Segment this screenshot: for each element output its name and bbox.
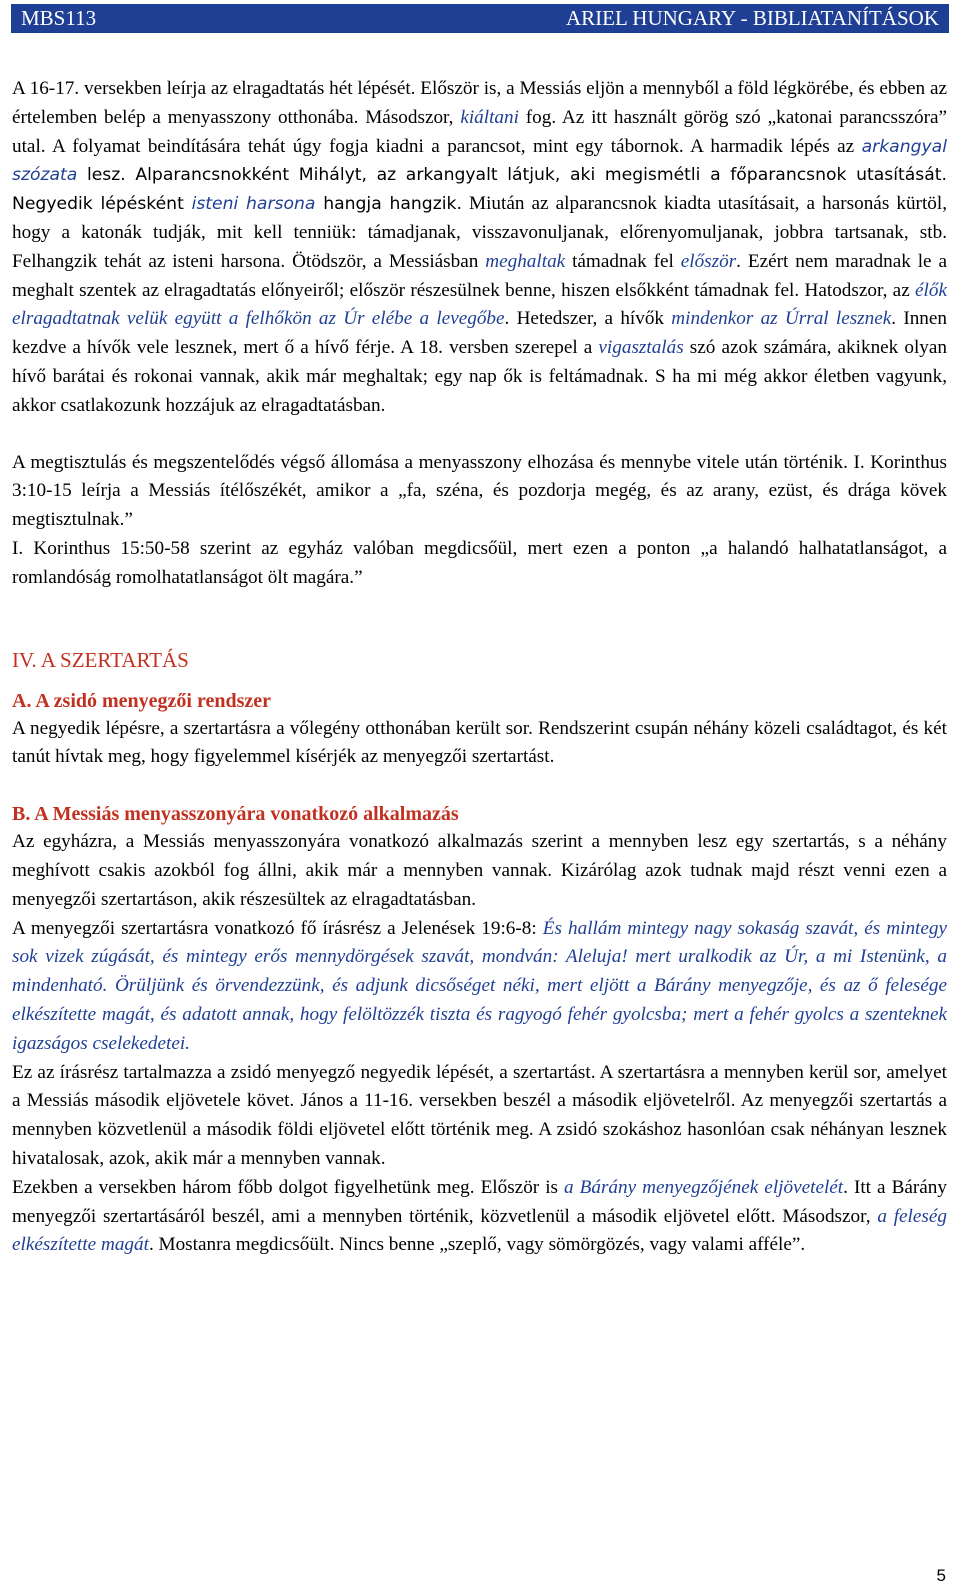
text-run: . Itt a Bárány menyegzői szertartásáról beszél, ami a mennyben történik, közvetlenül a második eljövetel előtt. Másodszor, <box>12 1176 947 1227</box>
subsection-b-title: B. A Messiás menyasszonyára vonatkozó alkalmazás <box>12 803 459 826</box>
highlight-text: először <box>680 250 737 272</box>
text-run: A 16-17. versekben leírja az elragadtatás hét lépését. Először is, a Messiás eljön a mennyből a föld légkörébe, és ebben az értelemben belép a menyasszony otthonába. Másodszor, <box>12 78 947 128</box>
paragraph-rapture-steps <box>12 75 947 421</box>
paragraph-corinthians: I. Korinthus 15:50-58 szerint az egyház valóban megdicsőül, mert ezen a ponton „a halandó halhatatlanságot, a romlandóság romolhatatlanságot ölt magára.” <box>12 537 947 588</box>
text-run: Ezekben a versekben három főbb dolgot figyelhetünk meg. Először is <box>12 1176 565 1198</box>
subsection-b-paragraph-4 <box>12 1174 947 1260</box>
header-code: MBS113 <box>21 6 97 30</box>
subsection-b-paragraph-3: Ez az írásrész tartalmazza a zsidó menyegző negyedik lépését, a szertartást. A szertartásra a mennyben kerül sor, amelyet a Messiás második eljövetele követ. János a 11-16. versekben beszél a második eljövetelről. Az menyegzői szertartás a mennyben közvetlenül a második földi eljövetel előtt történik meg. A zsidó szokáshoz hasonlóan csak néhányan lesznek hivatalosak, azok, akik már a mennyben vannak. <box>12 1061 947 1169</box>
scripture-quote: És hallám mintegy nagy sokaság szavát, és mintegy sok vizek zúgását, és mintegy erős mennydörgések szavát, mondván: Aleluja! mert uralkodik az Úr, a mi Istenünk, a mindenható. Örüljünk és örvendezzünk, és adjunk dicsőséget néki, mert eljött a Bárány menyegzője, és az ő felesége elkészítette magát, és adatott annak, hogy felöltözzék tiszta és ragyogó fehér gyolcsba; mert a fehér gyolcs a szenteknek igazságos cselekedetei. <box>12 917 947 1054</box>
highlight-text: arkangyal szózata <box>12 136 947 186</box>
highlight-text: meghaltak <box>485 250 566 272</box>
highlight-text: a feleség elkészítette magát <box>12 1205 947 1256</box>
highlight-text: a Bárány menyegzőjének eljövetelét <box>564 1176 844 1198</box>
subsection-a-text: A negyedik lépésre, a szertartásra a vőlegény otthonában került sor. Rendszerint csupán néhány közeli családtagot, és két tanút hívtak meg, hogy figyelemmel kísérjék az menyegzői szertartást. <box>12 717 947 768</box>
text-run: . Mostanra megdicsőült. Nincs benne „szeplő, vagy sömörgözés, vagy valami afféle”. <box>148 1234 806 1256</box>
highlight-text: mindenkor az Úrral lesznek <box>671 308 892 330</box>
highlight-text: kiáltani <box>460 106 519 128</box>
subsection-b-paragraph-1: Az egyházra, a Messiás menyasszonyára vonatkozó alkalmazás szerint a mennyben lesz egy szertartás, s a néhány meghívott csakis azokból fog állni, akik már a mennyben vannak. Kizárólag azok tudnak majd részt venni ezen a menyegzői szertartáson, akik részesültek az elragadtatásban. <box>12 831 947 910</box>
text-run: Miután az alparancsnok kiadta utasításait, a harsonás kürtöl, hogy a katonák tudják, mit kell tenniük: támadjanak, visszavonuljanak, előrenyomuljanak, jobbra tartsanak, stb. Felhangzik tehát az isteni harsona. Ötödször, a Messiásban <box>12 193 948 272</box>
document-body <box>12 75 947 1260</box>
page-header <box>11 4 949 33</box>
text-run: . Hetedszer, a hívők <box>504 308 672 330</box>
highlight-text: vigasztalás <box>598 337 684 359</box>
text-run: hangja hangzik. <box>315 194 462 215</box>
text-run: A menyegzői szertartásra vonatkozó fő írásrész a Jelenések 19:6-8: <box>12 917 543 939</box>
text-run: fog. Az itt használt görög szó „katonai parancsszóra” utal. A folyamat beindítására tehát úgy fogja kiadni a parancsot, mint egy tábornok. A harmadik lépés az <box>12 106 947 157</box>
highlight-text: isteni harsona <box>191 194 316 215</box>
subsection-b-paragraph-2 <box>12 915 947 1059</box>
text-run: támadnak fel <box>565 250 681 272</box>
paragraph-purification: A megtisztulás és megszentelődés végső állomása a menyasszony elhozása és mennybe vitele után történik. I. Korinthus 3:10-15 leírja a Messiás ítélőszékét, amikor a „fa, széna, és pozdorja megég, és az arany, ezüst, és drága kövek megtisztulnak.” <box>12 451 947 531</box>
subsection-a-title: A. A zsidó menyegzői rendszer <box>12 689 272 712</box>
text-run: lesz. Alparancsnokként Mihályt, az arkangyalt látjuk, aki megismétli a főparancsnok utasítását. Negyedik lépésként <box>12 165 947 215</box>
text-run: . Ezért nem maradnak le a meghalt szentek az elragadtatás előnyeiről; először részesülnek benne, hiszen elsőkként támadnak fel. Hatodszor, az <box>12 250 947 301</box>
section-title: IV. A SZERTARTÁS <box>12 647 189 672</box>
text-run: . Innen kezdve a hívők vele lesznek, mert ő a hívő férje. A 18. versben szerepel a <box>12 308 948 359</box>
page-number: 5 <box>936 1566 946 1585</box>
highlight-text: élők elragadtatnak velük együtt a felhőkön az Úr elébe a levegőbe <box>12 279 947 330</box>
text-run: szó azok számára, akiknek olyan hívő barátai és rokonai vannak, akik már meghaltak; egy nap ők is feltámadnak. S ha mi még akkor életben vagyunk, akkor csatlakozunk hozzájuk az elragadtatásban. <box>12 337 948 416</box>
header-title: ARIEL HUNGARY - BIBLIATANÍTÁSOK <box>566 6 939 30</box>
